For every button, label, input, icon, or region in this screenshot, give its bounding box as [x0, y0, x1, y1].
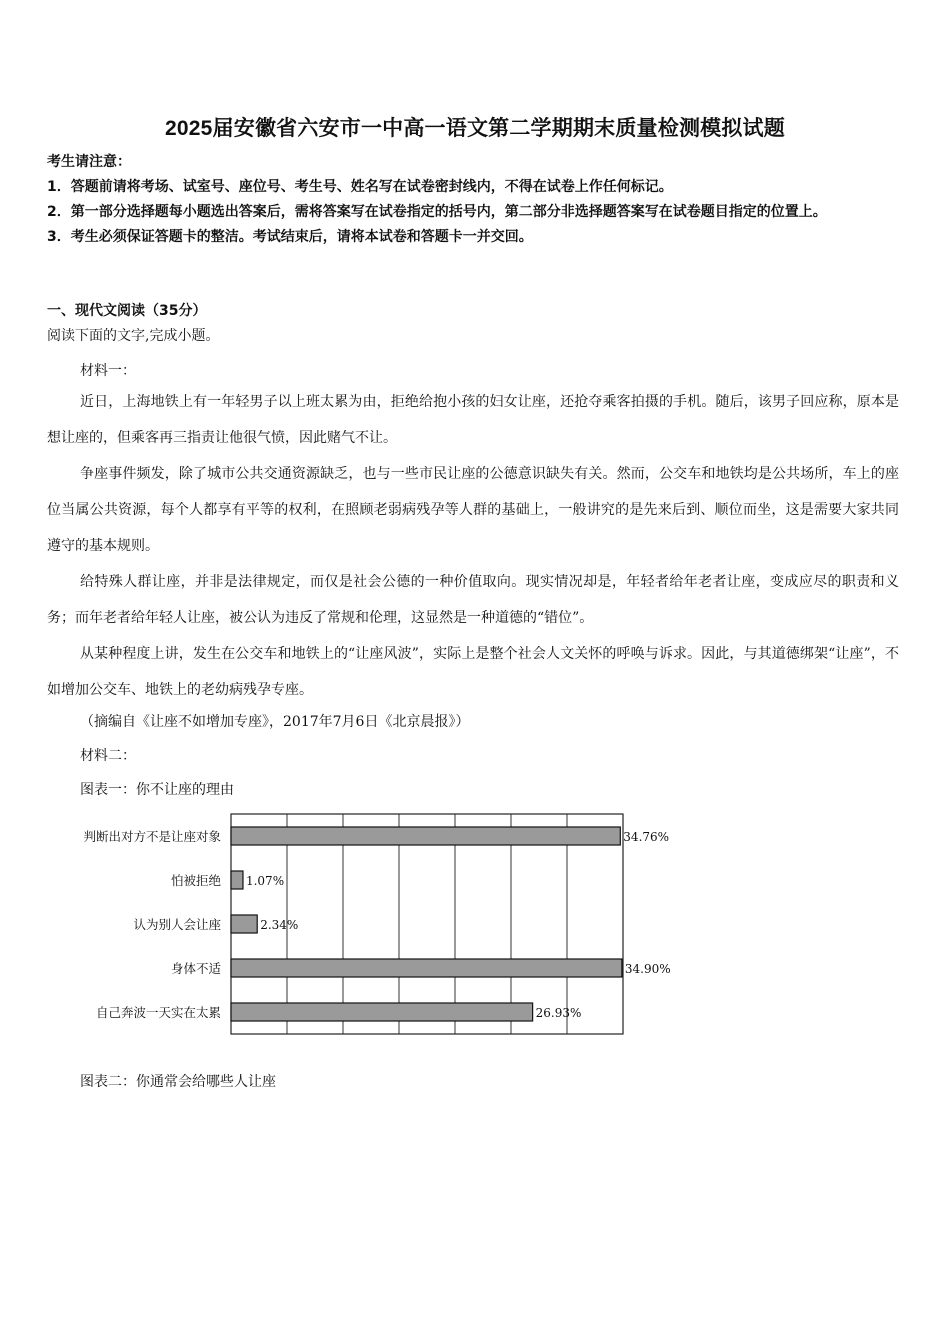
- document-title: 2025届安徽省六安市一中高一语文第二学期期末质量检测模拟试题: [165, 117, 785, 140]
- chart-value-label: 34.76%: [623, 830, 670, 844]
- section-heading: 一、现代文阅读（35分）: [47, 303, 207, 319]
- article-paragraph: 从某种程度上讲，发生在公交车和地铁上的“让座风波”，实际上是整个社会人文关怀的呼唤与诉求。因此，与其道德绑架“让座”，不如增加公交车、地铁上的老幼病残孕专座。: [47, 646, 899, 698]
- material-two-label: 材料二：: [80, 748, 136, 764]
- reading-instruction: 阅读下面的文字,完成小题。: [47, 328, 220, 344]
- notice-item: 3．考生必须保证答题卡的整洁。考试结束后，请将本试卷和答题卡一并交回。: [47, 229, 533, 245]
- chart-bar: [231, 915, 257, 933]
- exam-notice: [47, 150, 897, 250]
- material-one-label: 材料一：: [80, 363, 136, 379]
- chart-bar: [231, 959, 622, 977]
- chart-category-label: 怕被拒绝: [170, 873, 221, 888]
- chart-bar: [231, 871, 243, 889]
- article-source: （摘编自《让座不如增加专座》，2017年7月6日《北京晨报》）: [80, 714, 470, 730]
- refusal-reasons-bar-chart: [40, 810, 671, 1050]
- chart-two-caption: 图表二：你通常会给哪些人让座: [80, 1074, 276, 1090]
- notice-item: 1．答题前请将考场、试室号、座位号、考生号、姓名写在试卷密封线内，不得在试卷上作任何标记。: [47, 179, 673, 195]
- chart-value-label: 26.93%: [535, 1006, 582, 1020]
- chart-bar: [231, 1003, 533, 1021]
- chart-bar: [231, 827, 620, 845]
- chart-category-label: 自己奔波一天实在太累: [95, 1005, 221, 1020]
- notice-heading: 考生请注意：: [47, 154, 131, 170]
- chart-value-label: 2.34%: [260, 918, 299, 932]
- article-paragraph: 争座事件频发，除了城市公共交通资源缺乏，也与一些市民让座的公德意识缺失有关。然而，公交车和地铁均是公共场所，车上的座位当属公共资源，每个人都享有平等的权利，在照顾老弱病残孕等人群的基础上，一般讲究的是先来后到、顺位而坐，这是需要大家共同遵守的基本规则。: [47, 466, 899, 554]
- chart-category-label: 认为别人会让座: [133, 917, 221, 932]
- article-paragraph: 近日，上海地铁上有一年轻男子以上班太累为由，拒绝给抱小孩的妇女让座，还抢夺乘客拍摄的手机。随后，该男子回应称，原本是想让座的，但乘客再三指责让他很气愤，因此赌气不让。: [47, 394, 899, 446]
- article-paragraph: 给特殊人群让座，并非是法律规定，而仅是社会公德的一种价值取向。现实情况却是，年轻者给年老者让座，变成应尽的职责和义务；而年老者给年轻人让座，被公认为违反了常规和伦理，这显然是一种道德的“错位”。: [47, 574, 899, 626]
- chart-one-caption: 图表一：你不让座的理由: [80, 782, 234, 798]
- chart-category-label: 身体不适: [170, 961, 221, 976]
- chart-value-label: 1.07%: [245, 874, 285, 888]
- chart-value-label: 34.90%: [624, 962, 671, 976]
- chart-category-label: 判断出对方不是让座对象: [83, 829, 221, 844]
- notice-item: 2．第一部分选择题每小题选出答案后，需将答案写在试卷指定的括号内，第二部分非选择题答案写在试卷题目指定的位置上。: [47, 204, 827, 220]
